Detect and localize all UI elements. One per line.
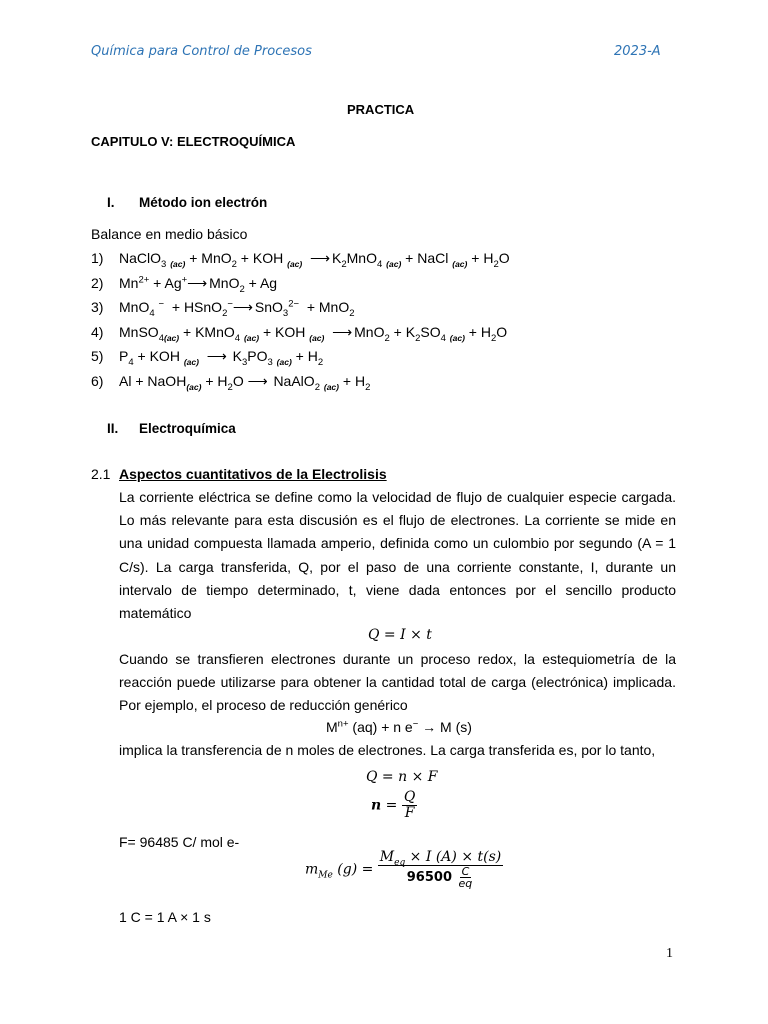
paragraph-redox-stoichiometry: Cuando se transfieren electrones durante un proceso redox, la estequiometría de la reacción puede utilizarse para obtener la cantidad total de carga (electrónica) implicada. Por ejemplo, el proceso de reducción genérico	[119, 651, 676, 714]
item-number: 4)	[91, 324, 104, 340]
equation-charge-current: Q = I × t	[368, 627, 432, 643]
page-title: PRACTICA	[347, 102, 415, 117]
item-number: 6)	[91, 373, 104, 389]
subsection-title: Aspectos cuantitativos de la Electrolisis	[119, 466, 387, 482]
section-title: Método ion electrón	[139, 195, 268, 210]
section-heading-2	[107, 421, 407, 439]
page-number: 1	[666, 946, 673, 961]
equation-charge-moles: Q = n × F	[366, 769, 438, 785]
equation-mass-deposited: $m_{Me}$ (g) = $M_{eq} \times I$ (A) × t(s) 96500 $\frac{C}{eq}$	[305, 849, 502, 890]
item-number: 5)	[91, 348, 104, 364]
section-title: Electroquímica	[139, 421, 236, 436]
reaction-equation: NaClO$_3$ $_{(ac)}$ + MnO$_2$ + KOH $_{(ac)}$ ⟶ $K_2MnO_4$ $_{(ac)}$ + NaCl $_{(ac)} + H_2O$	[119, 250, 510, 270]
section-number: II.	[107, 421, 119, 436]
section-heading-1	[107, 195, 407, 213]
reaction-equation: Al + NaOH$_{(ac)}$ + $H_2O$ ⟶ NaAlO$_2$ $_{(ac)} + H_2$	[119, 373, 371, 393]
paragraph-current-definition: La corriente eléctrica se define como la velocidad de flujo de cualquier especie cargada. Lo más relevante para esta discusión es el flujo de electrones. La corriente se mide en una unidad compuesta llamada amperio, definida como un culombio por segundo (A = 1 C/s). La carga transferida, Q, por el paso de una corriente constante, I, durante un intervalo de tiempo determinado, t, viene dada entonces por el sencillo producto matemático	[119, 489, 676, 622]
coulomb-definition: 1 C = 1 A × 1 s	[119, 909, 211, 925]
item-number: 1)	[91, 250, 104, 266]
reaction-equation: MnO$_4$ − + HSnO$_2$−⟶ SnO$_3^{2-}$ + MnO$_2$	[119, 298, 355, 319]
item-number: 3)	[91, 299, 104, 315]
item-number: 2)	[91, 275, 104, 291]
section-intro: Balance en medio básico	[91, 226, 248, 242]
section-number: I.	[107, 195, 115, 210]
reaction-equation: $P_4$ + KOH $_{(ac)}$ ⟶ $K_3PO_3$ $_{(ac)} + H_2$	[119, 348, 324, 368]
chapter-title: CAPITULO V: ELECTROQUÍMICA	[91, 134, 296, 149]
reaction-equation: $Mn^{2+}$ + Ag+⟶ MnO$_2$ + Ag	[119, 274, 278, 295]
faraday-constant: F= 96485 C/ mol e-	[119, 834, 240, 850]
reaction-equation: MnSO$_{4(ac)}$ + KMnO$_4$ $_{(ac)}$ + KOH $_{(ac)}$ ⟶ $MnO_2 + K_2SO_4$ $_{(ac)} + H_2O$	[119, 324, 508, 344]
equation-reduction: $M^{n+}$ (aq) + n e− → M (s)	[326, 718, 472, 735]
equation-moles: n = $\frac{Q}{F}$	[371, 789, 416, 821]
header-course-title: Química para Control de Procesos	[91, 44, 312, 59]
subsection-number: 2.1	[91, 466, 111, 482]
paragraph-electron-transfer: implica la transferencia de n moles de electrones. La carga transferida es, por lo tanto,	[119, 742, 656, 758]
header-term: 2023-A	[614, 44, 661, 59]
